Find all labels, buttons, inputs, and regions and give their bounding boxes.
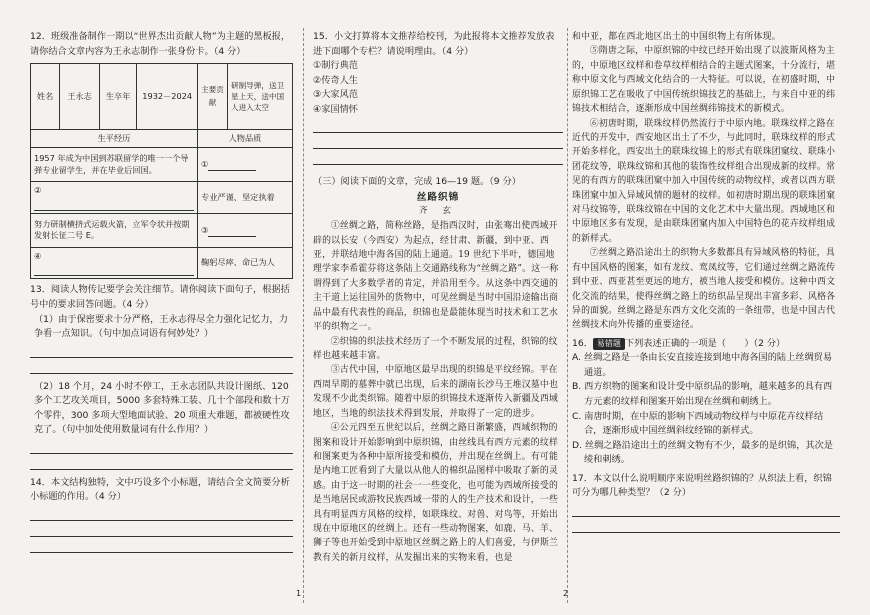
- answer-line[interactable]: [313, 117, 563, 133]
- identity-card-table: [30, 63, 293, 279]
- card-name-value: 王永志: [60, 64, 100, 130]
- column-left: [30, 30, 293, 603]
- card-quality-3-blank[interactable]: [208, 226, 256, 237]
- error-prone-badge: 易错题: [593, 338, 625, 350]
- answer-line[interactable]: [30, 438, 293, 454]
- column-middle: [313, 30, 563, 603]
- question-16-number: 16．: [572, 337, 593, 349]
- option-2: ②传奇人生: [313, 74, 358, 86]
- paragraph-3: ③古代中国，中原地区最早出现的织锦是平纹经锦。平在西周早期的墓葬中就已出现，后来的湖南长沙马王堆汉墓中也发现不少此类织锦。随着中原的织锦技术逐渐传入新疆及西域地区，当地的织法技术得到发展，并取得了一定的进步。: [313, 365, 559, 419]
- question-16: [572, 337, 840, 352]
- card-bio-1: 1957 年成为中国到苏联留学的唯一一个导弹专业留学生，并在毕业后回国。: [31, 148, 198, 182]
- paragraph-5: ⑤隋唐之际，中原织锦的中纹已经开始出现了以波斯风格为主的，中原地区纹样和卷草纹样相结合的主题式图案，十分流行，堪称中原文化与西域文化结合的一大特征。可以说，在初盛时期，中原织锦工艺在吸收了中国传统织锦技艺的基础上，与来自中亚的纬锦技术相结合，逐渐形成中国丝绸纬锦技术的新模式。: [572, 46, 836, 115]
- card-quality-1-num: ①: [201, 159, 209, 170]
- option-b[interactable]: B. 西方织物的图案和设计受中原织品的影响，越来越多的具有西方元素的纹样和图案开始出现在丝绸和刺绣上。: [572, 381, 833, 407]
- question-16-text: 下列表述正确的一项是（ ）（2 分）: [624, 337, 786, 349]
- paragraph-6: ⑥初唐时期，联珠纹样仍然流行于中原内地。联珠纹样之路在近代的开发中，西安地区出土了不少，与此同时，联珠纹样的形式开始多样化，西安出土的联珠纹锦上的形式有联珠团窠纹、联珠小团花纹等，联珠纹锦和其他的装饰性纹样组合出现成新的纹样。常见的有西方的联珠团窠中加入中国传统的动物纹样，或者以西方联珠团窠中加入异域风情的题材的纹样。如初唐时期出现的联珠团窠对马纹锦等，联珠纹锦在中国的文化艺术中大量出现。西域地区和中原地区多有发现，是由联珠团窠内加入中国特色的花卉纹样组成的新样式。: [572, 118, 836, 244]
- card-quality-3-num: ③: [201, 224, 209, 235]
- question-15: 15．小文打算将本文推荐给校刊，为此报将本文推荐发放表进下面哪个专栏？请说明理由。（4 分）: [313, 31, 555, 57]
- answer-line[interactable]: [30, 521, 293, 537]
- article-title: 丝路织锦: [416, 191, 460, 203]
- column-divider: [567, 28, 568, 603]
- question-13-1: （1）由于保密要求十分严格，王永志得尽全力强化记忆力，力争看一点知识。（句中加点词语有何妙处？）: [34, 313, 288, 340]
- paragraph-4-continued: 和中亚，都在西北地区出土的中国织物上有所体现。: [572, 32, 781, 42]
- card-quality-header: 人物品质: [198, 130, 293, 148]
- card-contrib-label: 主要贡献: [198, 64, 228, 130]
- option-4: ④家国情怀: [313, 103, 358, 115]
- option-3: ③大家风范: [313, 89, 358, 101]
- section-header: （三）阅读下面的文章，完成 16—19 题。（9 分）: [313, 176, 521, 188]
- card-dates-label: 生卒年: [99, 64, 137, 130]
- card-quality-1[interactable]: [198, 148, 293, 182]
- card-quality-2: 专业严谨、坚定执着: [198, 182, 293, 214]
- answer-line[interactable]: [30, 358, 293, 374]
- question-12: 12．班级准备制作一期以“世界杰出贡献人物”为主题的黑板报，请你结合文章内容为王永志制作一张身份卡。（4 分）: [30, 31, 291, 57]
- option-a[interactable]: A. 丝绸之路是一条由长安直接连接到地中海各国的陆上丝绸贸易通道。: [572, 352, 833, 378]
- column-divider: [303, 28, 304, 603]
- card-bio-2-blank[interactable]: [34, 200, 194, 211]
- card-bio-4-num: ④: [34, 250, 42, 261]
- card-quality-4: 鞠躬尽瘁、命已为人: [198, 247, 293, 279]
- answer-line[interactable]: [30, 454, 293, 470]
- page-number-left: 1: [296, 589, 302, 599]
- card-quality-1-blank[interactable]: [208, 160, 256, 171]
- card-name-label: 姓名: [31, 64, 60, 130]
- answer-line[interactable]: [30, 537, 293, 553]
- card-bio-header: 生平经历: [31, 130, 198, 148]
- column-right: [572, 30, 840, 603]
- answer-line[interactable]: [30, 505, 293, 521]
- option-d[interactable]: D. 丝绸之路沿途出土的丝绸文物有不少，最多的是织锦，其次是绫和刺绣。: [572, 439, 833, 466]
- card-bio-4-blank[interactable]: [34, 265, 194, 276]
- card-bio-4[interactable]: [31, 247, 198, 279]
- page-number-right: 2: [563, 589, 569, 599]
- paragraph-7: ⑦丝绸之路沿途出土的织物大多数都具有异域风格的特征，具有中国风格的图案，如有龙纹、鸾凤纹等，它们通过丝绸之路流传到中亚、西亚甚至更远的地方，被当地人接受和模仿。这种中西文化交流的结果，使得丝绸之路上的纺织品呈现出丰富多彩、风格各异的面貌。丝绸之路是东西方文化交流的一条纽带，也是中国古代丝绸技术向外传播的重要途径。: [572, 248, 836, 331]
- question-14: 14．本文结构独特，文中巧设多个小标题，请结合全文简要分析小标题的作用。（4 分）: [30, 476, 290, 503]
- card-bio-2[interactable]: [31, 182, 198, 214]
- paragraph-1: ①丝绸之路，简称丝路，是指西汉时，由张骞出使西域开辟的以长安（今西安）为起点，经甘肃、新疆，到中亚、西亚，并联结地中海各国的陆上通道。19 世纪下半叶，德国地理学家李希霍芬将这条陆上交通路线称为“丝绸之路”。这一称谓得到了大多数学者的肯定，并沿用至今。从这条中西交通的主干道上运往国外的货物中，可见丝绸是当时中国沿途输出商品中最有代表性的商品，织锦也是最能体现当时技术和工艺水平的织物之一。: [313, 221, 559, 333]
- answer-line[interactable]: [313, 133, 563, 149]
- card-contrib-value: 研制导弹，送卫星上天，送中国人进入太空: [228, 64, 293, 130]
- question-17: 17．本文以什么说明顺序来说明丝路织锦的？从织法上看，织锦可分为哪几种类型？（2 分）: [572, 472, 832, 499]
- option-c[interactable]: C. 南唐时期，在中原的影响下西域动物纹样与中原花卉纹样结合，逐渐形成中国丝绸斜纹经锦的新样式。: [572, 410, 824, 437]
- answer-line[interactable]: [313, 149, 563, 165]
- question-13-2: （2）18 个月，24 小时不停工，王永志团队共设计图纸、120 多个工艺攻关项目，5000 多套特殊工装、几十个部段和数十万个零件，300 多项大型地面试验、20 项重大难题，都被硬性攻克了。（句中加处使用数量词有什么作用？）: [34, 380, 290, 436]
- answer-line[interactable]: [572, 517, 840, 533]
- card-dates-value: 1932－2024: [137, 64, 198, 130]
- card-quality-3[interactable]: [198, 213, 293, 247]
- answer-line[interactable]: [30, 342, 293, 358]
- card-bio-2-num: ②: [34, 185, 42, 196]
- paragraph-2: ②织锦的织法技术经历了一个不断发展的过程，织锦的纹样也越来越丰富。: [313, 336, 558, 361]
- question-13: 13．阅读人物传记要学会关注细节。请你阅读下面句子，根据括号中的要求回答问题。（4 分）: [30, 284, 290, 310]
- article-author: 齐 玄: [419, 206, 457, 217]
- paragraph-4: ④公元四至五世纪以后，丝绸之路日渐繁盛，西域织物的图案和设计开始影响到中原织锦，由丝线具有西方元素的纹样和图案更为各种中原所接受和模仿，并出现在丝绸上。有可能是内地工匠看到了大量以从他人的棉织品图样中吸取了新的灵感。由于这一时期的社会一一些变化，也可能为西域所接受的是当地居民或游牧民族西域一带的人的生产技术和设计，一些具有明显西方风格的纹样，如联珠纹、对兽、对鸟等，开始出现在中原地区的丝绸上。还有一些动物图案，如鹿、马、羊、狮子等也开始受到中原地区丝绸之路上的人们喜爱，与伊斯兰教有关的新月纹样，从发掘出来的实物来看，也是: [313, 423, 559, 563]
- answer-line[interactable]: [572, 501, 840, 517]
- card-bio-3: 努力研制横挤式运载火箭，立军令状并按期发射长征二号 E。: [31, 213, 198, 247]
- option-1: ①制行典范: [313, 60, 358, 72]
